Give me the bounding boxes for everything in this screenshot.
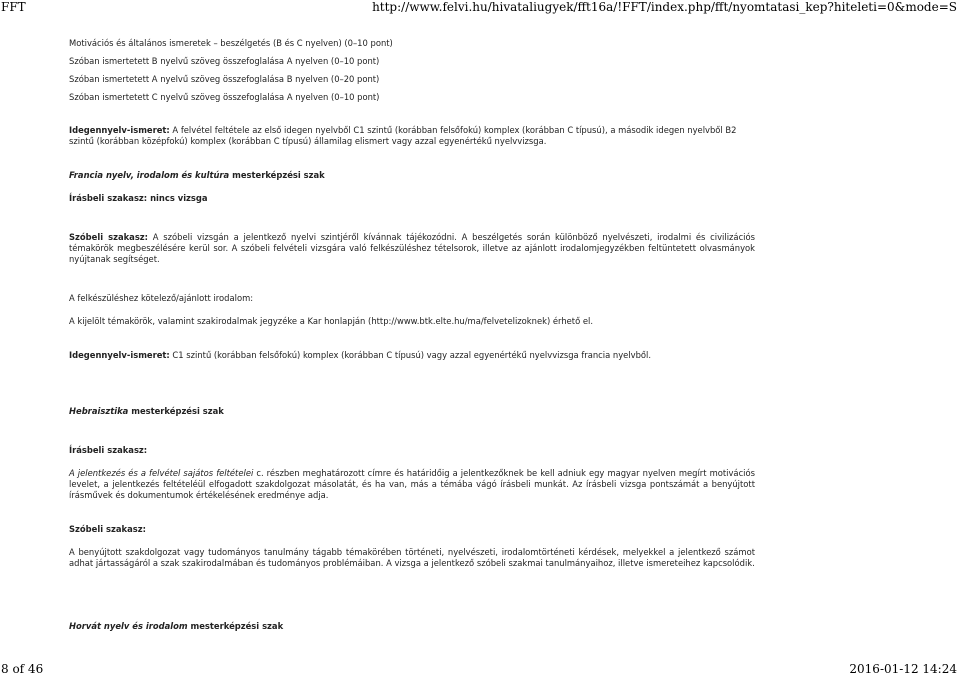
- oral-stage-label: Szóbeli szakasz:: [69, 232, 149, 242]
- print-footer: [0, 662, 959, 676]
- section-title-italic: Hebraisztika: [69, 406, 129, 416]
- written-stage-italic: A jelentkezés és a felvétel sajátos feltételei: [69, 468, 254, 478]
- language-requirement-label: Idegennyelv-ismeret:: [69, 350, 170, 360]
- language-requirement-label: Idegennyelv-ismeret:: [69, 125, 170, 135]
- section-title-rest: mesterképzési szak: [128, 406, 224, 416]
- faculty-website-link[interactable]: http://www.btk.elte.hu/ma/felvetelizoknek: [371, 316, 547, 326]
- written-stage-label: Írásbeli szakasz:: [69, 445, 148, 455]
- page-counter: 8 of 46: [1, 662, 44, 676]
- language-requirement-paragraph: [69, 125, 755, 147]
- section-title-francia: [69, 170, 755, 181]
- oral-stage-francia: [69, 232, 755, 265]
- print-timestamp: 2016-01-12 14:24: [849, 662, 957, 676]
- topics-text-post: ) érhető el.: [546, 316, 594, 326]
- section-title-hebraisztika: [69, 406, 755, 417]
- language-requirement-text: C1 szintű (korábban felsőfokú) komplex (korábban C típusú) vagy azzal egyenértékű nyelvvizsga francia nyelvből.: [169, 350, 652, 360]
- topics-paragraph: [69, 316, 755, 327]
- reading-list-label: A felkészüléshez kötelező/ajánlott irodalom:: [69, 293, 254, 303]
- topics-text-pre: A kijelölt témakörök, valamint szakirodalmak jegyzéke a Kar honlapján (: [69, 316, 372, 326]
- language-requirement-text: A felvétel feltétele az első idegen nyelvből C1 szintű (korábban felsőfokú) komplex (korábban C típusú), a második idegen nyelvből B2 szintű (korábban középfokú) komplex (korábban C típusú) államilag elismert vagy azzal egyenértékű nyelvvizsga.: [69, 125, 737, 146]
- written-stage-text: c. részben meghatározott címre és határidőig a jelentkezőknek be kell adniuk egy magyar nyelven megírt motivációs levelet, a jelentkezés feltételéül elfogadott szakdolgozat másolatát, és ha van, más a témába vágó írásbeli munkát. Az írásbeli vizsga pontszámát a benyújtott írásművek és dokumentumok értékelésének eredménye adja.: [69, 468, 755, 500]
- header-title: FFT: [1, 0, 26, 14]
- header-url: http://www.felvi.hu/hivataliugyek/fft16a/!FFT/index.php/fft/nyomtatasi_kep?hiteleti=0&mode=S: [372, 0, 957, 14]
- section-title-italic: Horvát nyelv és irodalom: [69, 621, 188, 631]
- print-header: [0, 0, 959, 14]
- language-requirement-francia: [69, 350, 755, 361]
- document-content: [69, 38, 755, 632]
- oral-stage-label: Szóbeli szakasz:: [69, 524, 146, 534]
- section-title-rest: mesterképzési szak: [187, 621, 284, 631]
- section-title-italic: Francia nyelv, irodalom és kultúra: [69, 170, 230, 180]
- list-item: Szóban ismertetett C nyelvű szöveg összefoglalása A nyelven (0–10 pont): [69, 92, 380, 102]
- list-item: Szóban ismertetett A nyelvű szöveg összefoglalása B nyelven (0–20 pont): [69, 74, 380, 84]
- section-title-rest: mesterképzési szak: [229, 170, 325, 180]
- list-item: Motivációs és általános ismeretek – beszélgetés (B és C nyelven) (0–10 pont): [69, 38, 393, 48]
- section-title-horvat: [69, 621, 755, 632]
- list-item: Szóban ismertetett B nyelvű szöveg összefoglalása A nyelven (0–10 pont): [69, 56, 380, 66]
- oral-stage-text: A szóbeli vizsgán a jelentkező nyelvi szintjéről kívánnak tájékozódni. A beszélgetés során különböző nyelvészeti, irodalmi és civilizációs témakörök megbeszélésére kerül sor. A szóbeli felvételi vizsgára való felkészüléshez tételsorok, illetve az ajánlott irodalomjegyzékben feltüntetett olvasmányok nyújtanak segítséget.: [69, 232, 755, 264]
- written-stage-hebraisztika: [69, 468, 755, 501]
- oral-stage-hebraisztika: A benyújtott szakdolgozat vagy tudományos tanulmány tágabb témakörében történeti, nyelvészeti, irodalomtörténeti kérdések, melyekkel a jelentkező számot adhat jártasságáról a szak szakirodalmában és tudományos problémáiban. A vizsga a jelentkező szóbeli szakmai tanulmányaihoz, illetve ismereteihez kapcsolódik.: [69, 547, 755, 568]
- written-stage-francia: Írásbeli szakasz: nincs vizsga: [69, 193, 208, 203]
